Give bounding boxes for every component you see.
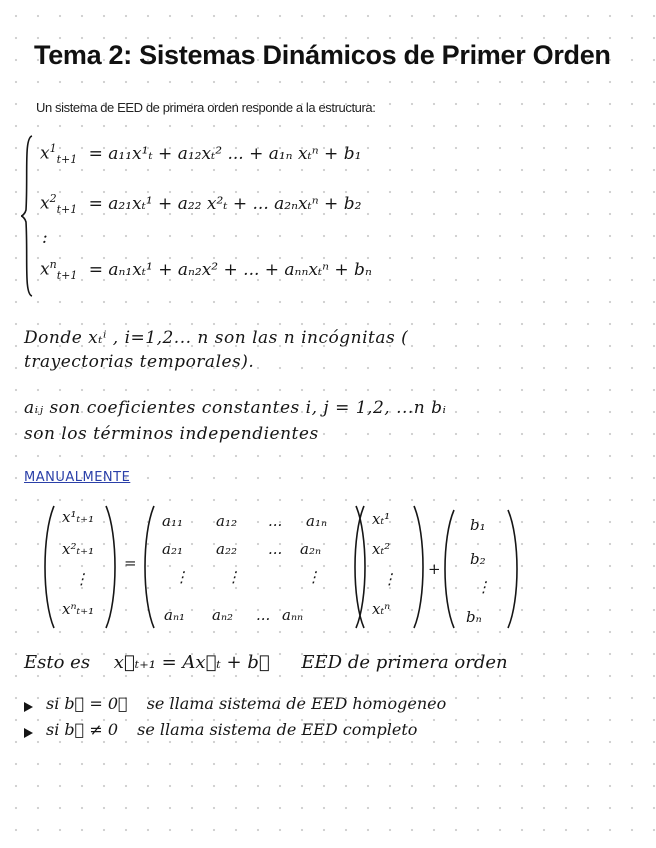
bullet-icon bbox=[24, 702, 33, 712]
compact-formula: x⃗ₜ₊₁ = Ax⃗ₜ + b⃗ bbox=[113, 652, 270, 673]
eq3-lhs-sup: n bbox=[49, 258, 57, 271]
coef-cell: a₂ₙ bbox=[300, 540, 322, 558]
lhs-vector-entry: xⁿₜ₊₁ bbox=[62, 600, 95, 618]
lhs-vector-entry: ⋮ bbox=[74, 570, 89, 588]
coef-cell: ... bbox=[268, 540, 283, 558]
page-title: Tema 2: Sistemas Dinámicos de Primer Orden bbox=[34, 40, 611, 70]
eq3-rhs: = aₙ₁xₜ¹ + aₙ₂x² + ... + aₙₙxₜⁿ + bₙ bbox=[88, 259, 372, 280]
eq1-rhs: = a₁₁x¹ₜ + a₁₂xₜ² ... + a₁ₙ xₜⁿ + b₁ bbox=[88, 143, 362, 164]
equation-row-2 bbox=[40, 192, 361, 216]
eq1-lhs-sup: 1 bbox=[49, 142, 57, 155]
where-line-2: trayectorias temporales). bbox=[24, 352, 255, 372]
x-vector-entry: xₜ² bbox=[372, 540, 391, 558]
coef-cell: a₁₂ bbox=[216, 512, 237, 530]
b-vector-entry: b₁ bbox=[470, 516, 486, 534]
bullet-text: se llama sistema de EED homogeneo bbox=[146, 694, 447, 713]
coef-cell: ⋮ bbox=[174, 568, 189, 586]
eq2-lhs-var: x bbox=[40, 193, 50, 214]
left-brace bbox=[20, 134, 34, 298]
eq2-lhs-sup: 2 bbox=[49, 192, 57, 205]
eq3-lhs-var: x bbox=[40, 259, 50, 280]
eq1-lhs-var: x bbox=[40, 143, 50, 164]
x-vector-entry: xₜⁿ bbox=[372, 600, 391, 618]
bullet-condition: si b⃗ = 0⃗ bbox=[46, 694, 128, 713]
intro-text: Un sistema de EED de primera orden responde a la estructura: bbox=[36, 100, 376, 115]
bullet-text: se llama sistema de EED completo bbox=[137, 720, 418, 739]
lhs-vector-entry: x¹ₜ₊₁ bbox=[62, 508, 95, 526]
x-vector-entry: ⋮ bbox=[382, 570, 397, 588]
compact-prefix: Esto es bbox=[24, 652, 91, 673]
coef-cell: ⋮ bbox=[306, 568, 321, 586]
compact-suffix: EED de primera orden bbox=[301, 652, 508, 673]
coef-cell: a₁₁ bbox=[162, 512, 183, 530]
coef-cell: aₙ₂ bbox=[212, 606, 234, 624]
coef-cell: a₁ₙ bbox=[306, 512, 328, 530]
coef-line-2: son los términos independientes bbox=[24, 424, 319, 444]
coef-cell: ... bbox=[256, 606, 271, 624]
coef-line-1: aᵢⱼ son coeficientes constantes i, j = 1,2, ...n bᵢ bbox=[24, 398, 447, 418]
bullet-condition: si b⃗ ≠ 0 bbox=[46, 720, 119, 739]
where-line-1: Donde xₜⁱ , i=1,2... n son las n incógnitas ( bbox=[24, 328, 409, 348]
eq2-lhs-sub: t+1 bbox=[56, 203, 78, 217]
coef-cell: ... bbox=[268, 512, 283, 530]
coef-cell: a₂₁ bbox=[162, 540, 183, 558]
compact-form-line bbox=[24, 652, 508, 673]
equation-row-n bbox=[40, 258, 372, 282]
coef-cell: a₂₂ bbox=[216, 540, 237, 558]
lhs-vector-entry: x²ₜ₊₁ bbox=[62, 540, 95, 558]
b-vector-entry: bₙ bbox=[466, 608, 482, 626]
equation-dots: : bbox=[42, 228, 48, 248]
b-vector-entry: ⋮ bbox=[476, 578, 491, 596]
coef-cell: ⋮ bbox=[226, 568, 241, 586]
b-vector-entry: b₂ bbox=[470, 550, 486, 568]
coef-cell: aₙₙ bbox=[282, 606, 304, 624]
bullet-item-homogeneous bbox=[46, 694, 446, 713]
eq1-lhs-sub: t+1 bbox=[56, 153, 78, 167]
bullet-icon bbox=[24, 728, 33, 738]
x-vector-entry: xₜ¹ bbox=[372, 510, 391, 528]
coef-cell: aₙ₁ bbox=[164, 606, 186, 624]
matrix-equals: = bbox=[124, 554, 137, 572]
bullet-item-complete bbox=[46, 720, 417, 739]
section-label-manual: MANUALMENTE bbox=[24, 470, 131, 485]
eq2-rhs: = a₂₁xₜ¹ + a₂₂ x²ₜ + ... a₂ₙxₜⁿ + b₂ bbox=[88, 193, 362, 214]
matrix-plus: + bbox=[428, 560, 441, 578]
equation-row-1 bbox=[40, 142, 361, 166]
eq3-lhs-sub: t+1 bbox=[56, 269, 78, 283]
